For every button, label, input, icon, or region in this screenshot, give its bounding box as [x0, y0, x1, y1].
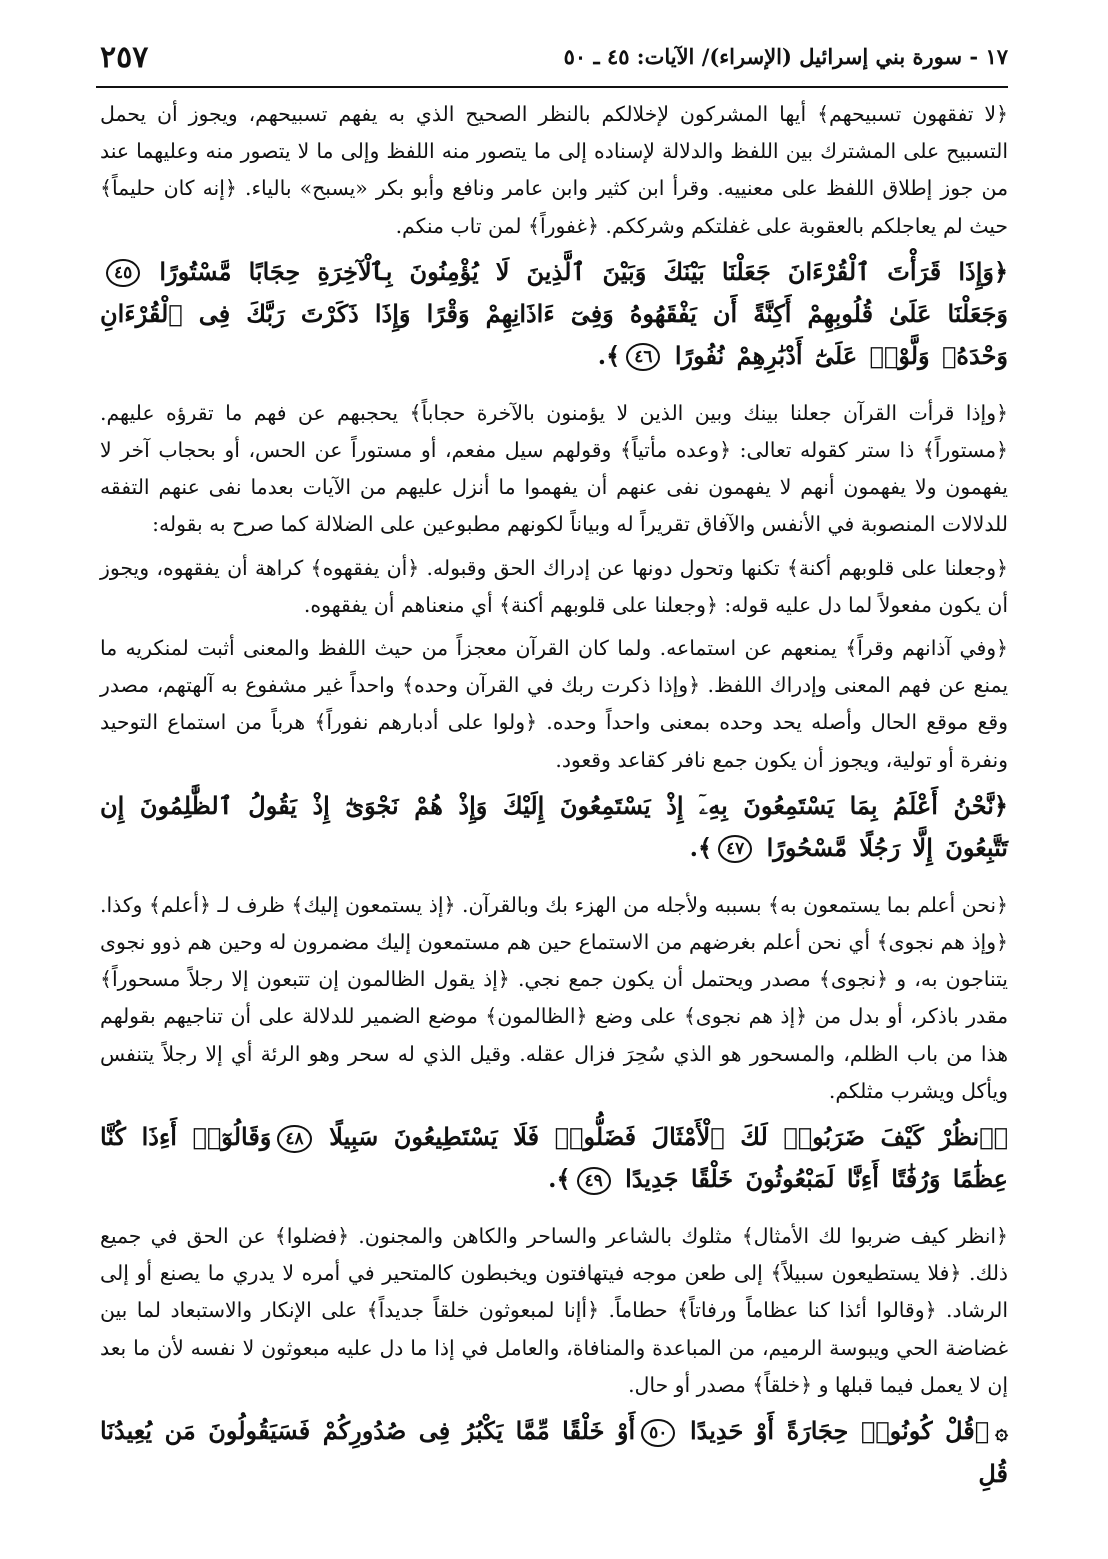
commentary-paragraph: ﴿انظر كيف ضربوا لك الأمثال﴾ مثلوك بالشاعر والساحر والكاهن والمجنون. ﴿فضلوا﴾ عن الحق في جميع ذلك. ﴿فلا يستطيعون سبيلاً﴾ إلى طعن موجه فيتهافتون ويخبطون كالمتحير في أمره لا يدري ما يصنع أو إلى الرشاد. ﴿وقالوا أئذا كنا عظاماً ورفاتاً﴾ حطاماً. ﴿أإنا لمبعوثون خلقاً جديداً﴾ على الإنكار والاستبعاد لما بين غضاضة الحي ويبوسة الرميم، من المباعدة والمنافاة، والعامل في إذا ما دل عليه مبعوثون لا نفسه لأن ما بعد إن لا يعمل فيما قبلها و ﴿خلقاً﴾ مصدر أو حال.: [100, 1224, 1008, 1397]
quran-verse-block: [100, 1410, 1008, 1495]
verse-text: ﴿قُلْ كُونُوا۟ حِجَارَةً أَوْ حَدِيدًا: [689, 1416, 990, 1446]
commentary-paragraph: ﴿نحن أعلم بما يستمعون به﴾ بسببه ولأجله من الهزء بك وبالقرآن. ﴿إذ يستمعون إليك﴾ ظرف لـ ﴿أعلم﴾ وكذا. ﴿وإذ هم نجوى﴾ أي نحن أعلم بغرضهم من الاستماع حين هم مستمعون إليك مضمرون له وحين هم ذوو نجوى يتناجون به، و ﴿نجوى﴾ مصدر ويحتمل أن يكون جمع نجي. ﴿إذ يقول الظالمون إن تتبعون إلا رجلاً مسحوراً﴾ مقدر باذكر، أو بدل من ﴿إذ هم نجوى﴾ على وضع ﴿الظالمون﴾ موضع الضمير للدلالة على أن تناجيهم بقولهم هذا من باب الظلم، والمسحور هو الذي سُحِرَ فزال عقله. وقيل الذي له سحر وهو الرئة أي إلا رجلاً يتنفس ويأكل ويشرب مثلكم.: [100, 892, 1008, 1103]
verse-number-marker: ٤٥: [106, 259, 140, 287]
verse-text: ﴾.: [597, 340, 621, 370]
verse-text: ﴿وَإِذَا قَرَأْتَ ٱلْقُرْءَانَ جَعَلْنَا بَيْنَكَ وَبَيْنَ ٱلَّذِينَ لَا يُؤْمِنُونَ بِٱلْآخِرَةِ حِجَابًا مَّسْتُورًا: [159, 256, 1009, 286]
verse-number-marker: ٤٦: [626, 343, 660, 371]
verse-text: وَجَعَلْنَا عَلَىٰ قُلُوبِهِمْ أَكِنَّةً أَن يَفْقَهُوهُ وَفِىٓ ءَاذَانِهِمْ وَقْرًا وَإِذَا ذَكَرْتَ رَبَّكَ فِى ٱلْقُرْءَانِ وَحْدَهُۥ وَلَّوْا۟ عَلَىٰٓ أَدْبَٰرِهِمْ نُفُورًا: [100, 298, 1008, 370]
verse-number-marker: ٤٧: [718, 835, 752, 863]
commentary-paragraph: ﴿وإذا قرأت القرآن جعلنا بينك وبين الذين لا يؤمنون بالآخرة حجاباً﴾ يحجبهم عن فهم ما تقرؤه عليهم. ﴿مستوراً﴾ ذا ستر كقوله تعالى: ﴿وعده مأتياً﴾ وقولهم سيل مفعم، أو مستوراً عن الحس، أو بحجاب آخر لا يفهمون ولا يفهمون أنهم لا يفهمون نفى عنهم أن يفهموا ما أنزل عليهم من الآيات بعدما نفى عنهم التفقه للدلالات المنصوبة في الأنفس والآفاق تقريراً له وبياناً لكونهم مطبوعين على الضلالة كما صرح به بقوله:: [100, 400, 1008, 537]
verse-text: ﴾.: [689, 832, 713, 862]
commentary-paragraph: ﴿وجعلنا على قلوبهم أكنة﴾ تكنها وتحول دونها عن إدراك الحق وقبوله. ﴿أن يفقهوه﴾ كراهة أن يفقهوه، ويجوز أن يكون مفعولاً لما دل عليه قوله: ﴿وجعلنا على قلوبهم أكنة﴾ أي منعناهم أن يفقهوه.: [100, 555, 1008, 617]
verse-number-marker: ٤٩: [577, 1167, 611, 1195]
verse-text: ﴿نَّحْنُ أَعْلَمُ بِمَا يَسْتَمِعُونَ بِهِۦٓ إِذْ يَسْتَمِعُونَ إِلَيْكَ وَإِذْ هُمْ نَجْوَىٰٓ إِذْ يَقُولُ ٱلظَّٰلِمُونَ إِن تَتَّبِعُونَ إِلَّا رَجُلًا مَّسْحُورًا: [100, 790, 1008, 862]
commentary-paragraph: ﴿وفي آذانهم وقراً﴾ يمنعهم عن استماعه. ولما كان القرآن معجزاً من حيث اللفظ والمعنى أثبت لمنكريه ما يمنع عن فهم المعنى وإدراك اللفظ. ﴿وإذا ذكرت ربك في القرآن وحده﴾ واحداً غير مشفوع به آلهتهم، مصدر وقع موقع الحال وأصله يحد وحده بمعنى واحداً وحده. ﴿ولوا على أدبارهم نفوراً﴾ هرباً من استماع التوحيد ونفرة أو تولية، ويجوز أن يكون جمع نافر كقاعد وقعود.: [100, 636, 1008, 772]
page-header: [96, 38, 1008, 88]
verse-text: ﴾.: [548, 1164, 571, 1194]
verse-text: وَقَالُوٓا۟ أَءِذَا كُنَّا عِظَٰمًا وَرُفَٰتًا أَءِنَّا لَمَبْعُوثُونَ خَلْقًا جَدِيدًا: [100, 1122, 1008, 1194]
page-body: [100, 96, 1008, 1507]
verse-text: أَوْ خَلْقًا مِّمَّا يَكْبُرُ فِى صُدُورِكُمْ فَسَيَقُولُونَ مَن يُعِيدُنَا قُلِ: [100, 1416, 1008, 1489]
rub-el-hizb-icon: ۞: [995, 1419, 1009, 1446]
commentary-paragraph: ﴿لا تفقهون تسبيحهم﴾ أيها المشركون لإخلالكم بالنظر الصحيح الذي به يفهم تسبيحهم، ويجوز أن يحمل التسبيح على المشترك بين اللفظ والدلالة لإسناده إلى ما يتصور منه اللفظ وإلى ما لا يتصور منه وعليهما عند من جوز إطلاق اللفظ على معنييه. وقرأ ابن كثير وابن عامر ونافع وأبو بكر «يسبح» بالياء. ﴿إنه كان حليماً﴾ حيث لم يعاجلكم بالعقوبة على غفلتكم وشرككم. ﴿غفوراً﴾ لمن تاب منكم.: [100, 102, 1008, 238]
verse-text: ﴿ٱنظُرْ كَيْفَ ضَرَبُوا۟ لَكَ ٱلْأَمْثَالَ فَضَلُّوا۟ فَلَا يَسْتَطِيعُونَ سَبِيلًا: [329, 1122, 1008, 1152]
quran-verse-block: [100, 1116, 1008, 1200]
running-head: ١٧ - سورة بني إسرائيل (الإسراء)/ الآيات: ٤٥ ـ ٥٠: [563, 44, 1008, 69]
verse-number-marker: ٤٨: [277, 1125, 311, 1153]
quran-verse-block: [100, 785, 1008, 869]
quran-verse-block: [100, 251, 1008, 377]
page-number: ٢٥٧: [100, 40, 149, 75]
verse-number-marker: ٥٠: [641, 1419, 675, 1447]
